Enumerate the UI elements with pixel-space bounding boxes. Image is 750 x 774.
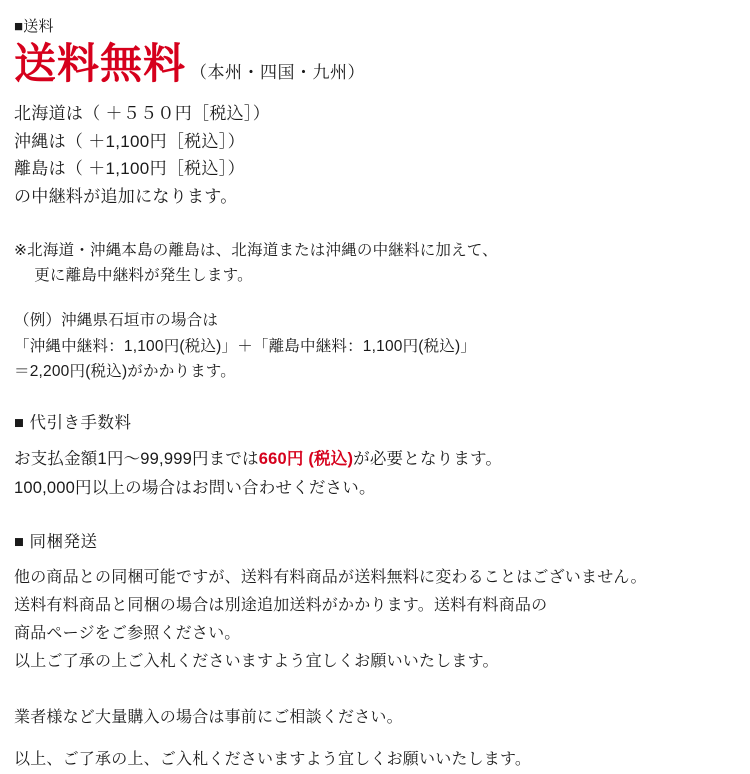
shipping-section-label: ■送料 (14, 18, 54, 35)
bundle-line: 送料有料商品と同梱の場合は別途追加送料がかかります。送料有料商品の (14, 596, 548, 614)
cod-fee-suffix: が必要となります。 (353, 449, 503, 468)
free-shipping-headline: 送料無料 (14, 40, 187, 87)
island-note (14, 238, 736, 288)
free-shipping-headline-row (14, 42, 736, 86)
example-total: ＝2,200円(税込)がかかります。 (14, 362, 236, 380)
cod-section (14, 412, 736, 503)
free-shipping-region-note: （本州・四国・九州） (190, 63, 366, 82)
island-note-line: 更に離島中継料が発生します。 (14, 267, 253, 285)
example-line: 「沖縄中継料：1,100円(税込)」＋「離島中継料：1,100円(税込)」 (14, 337, 477, 355)
bundle-line: 商品ページをご参照ください。 (14, 624, 241, 642)
surcharge-list (14, 100, 736, 210)
surcharge-line: 離島は（ ＋1,100円［税込］） (14, 159, 245, 179)
bundle-line: 以上ご了承の上ご入札くださいますよう宜しくお願いいたします。 (14, 652, 499, 670)
island-note-line: ※北海道・沖縄本島の離島は、北海道または沖縄の中継料に加えて、 (14, 242, 498, 260)
cod-fee-line (14, 445, 736, 474)
cod-fee-amount: 660円 (税込) (258, 449, 354, 468)
surcharge-line: 北海道は（ ＋５５０円［税込］） (14, 104, 271, 124)
footer-line: 以上、ご了承の上、ご入札くださいますよう宜しくお願いいたします。 (14, 750, 532, 768)
cod-contact-line: 100,000円以上の場合はお問い合わせください。 (14, 478, 376, 497)
bundle-line: 他の商品との同梱可能ですが、送料有料商品が送料無料に変わることはございません。 (14, 568, 647, 586)
bundle-section-label: ■ 同梱発送 (14, 532, 98, 551)
footer-line: 業者様など大量購入の場合は事前にご相談ください。 (14, 708, 403, 726)
cod-section-label: ■ 代引き手数料 (14, 413, 132, 432)
example-block (14, 308, 736, 383)
footer-section (14, 704, 736, 774)
bundle-section (14, 531, 736, 676)
surcharge-line: 沖縄は（ ＋1,100円［税込］） (14, 131, 245, 151)
cod-fee-prefix: お支払金額1円〜99,999円までは (14, 449, 259, 468)
surcharge-line: の中継料が追加になります。 (14, 186, 238, 206)
example-line: （例）沖縄県石垣市の場合は (14, 312, 219, 330)
